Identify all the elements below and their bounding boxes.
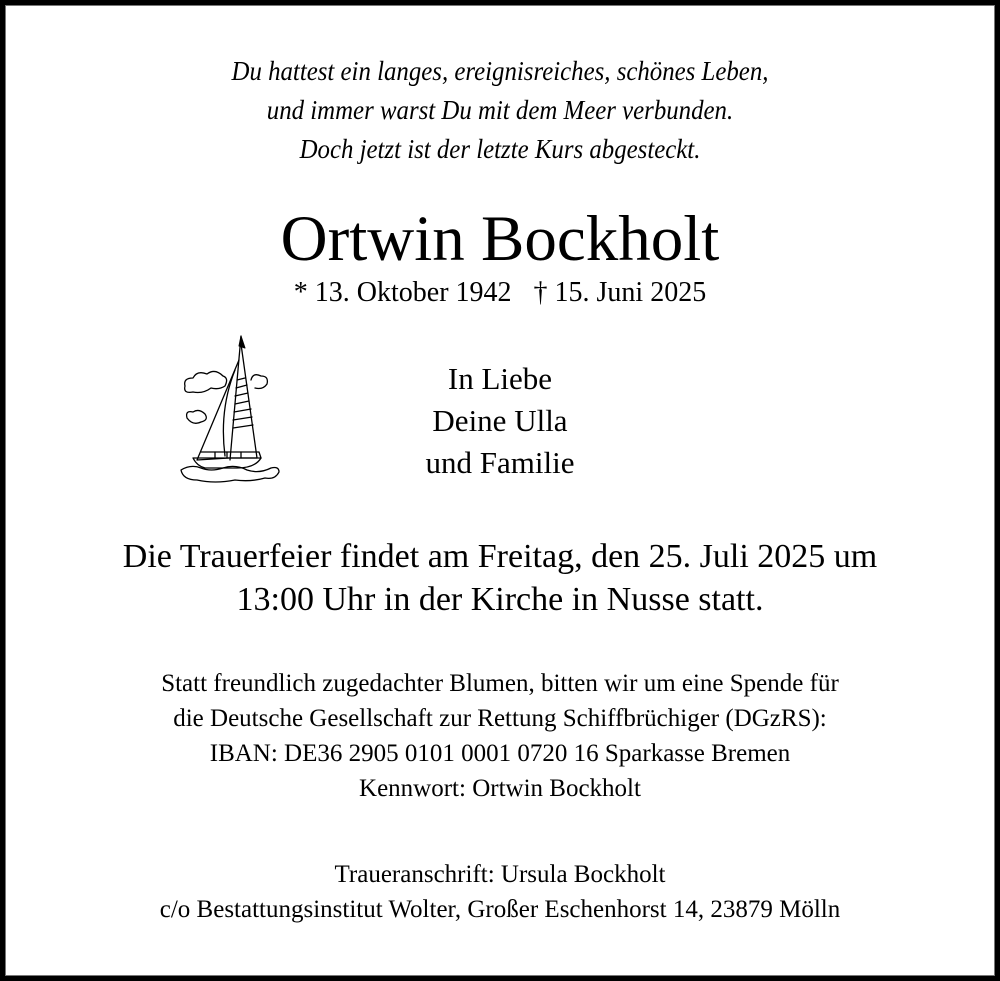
deceased-name: Ortwin Bockholt	[280, 203, 720, 275]
donation-line: Statt freundlich zugedachter Blumen, bitten wir um eine Spende für	[161, 670, 839, 697]
poem	[40, 52, 960, 169]
mourners	[300, 358, 700, 484]
death-date: † 15. Juni 2025	[533, 277, 707, 308]
address-line: Traueranschrift: Ursula Bockholt	[334, 861, 666, 888]
donation-keyword: Kennwort: Ortwin Bockholt	[359, 775, 641, 802]
ceremony-notice	[0, 535, 1000, 621]
mourning-address	[0, 857, 1000, 927]
poem-line: Du hattest ein langes, ereignisreiches, schönes Leben,	[231, 56, 769, 86]
mourners-line: Deine Ulla	[432, 403, 568, 438]
mourners-line: In Liebe	[447, 361, 553, 396]
ceremony-line: 13:00 Uhr in der Kirche in Nusse statt.	[236, 581, 764, 618]
donation-iban: IBAN: DE36 2905 0101 0001 0720 16 Sparkasse Bremen	[209, 740, 791, 767]
donation-notice	[0, 666, 1000, 806]
poem-line: Doch jetzt ist der letzte Kurs abgesteckt.	[299, 134, 701, 164]
life-dates	[0, 275, 1000, 311]
poem-line: und immer warst Du mit dem Meer verbunden.	[266, 95, 734, 125]
sailboat-icon	[175, 330, 285, 490]
address-line: c/o Bestattungsinstitut Wolter, Großer Eschenhorst 14, 23879 Mölln	[159, 896, 841, 923]
mourners-line: und Familie	[425, 445, 575, 480]
donation-line: die Deutsche Gesellschaft zur Rettung Schiffbrüchiger (DGzRS):	[173, 705, 827, 732]
birth-date: * 13. Oktober 1942	[293, 277, 512, 308]
ceremony-line: Die Trauerfeier findet am Freitag, den 25. Juli 2025 um	[122, 538, 878, 575]
